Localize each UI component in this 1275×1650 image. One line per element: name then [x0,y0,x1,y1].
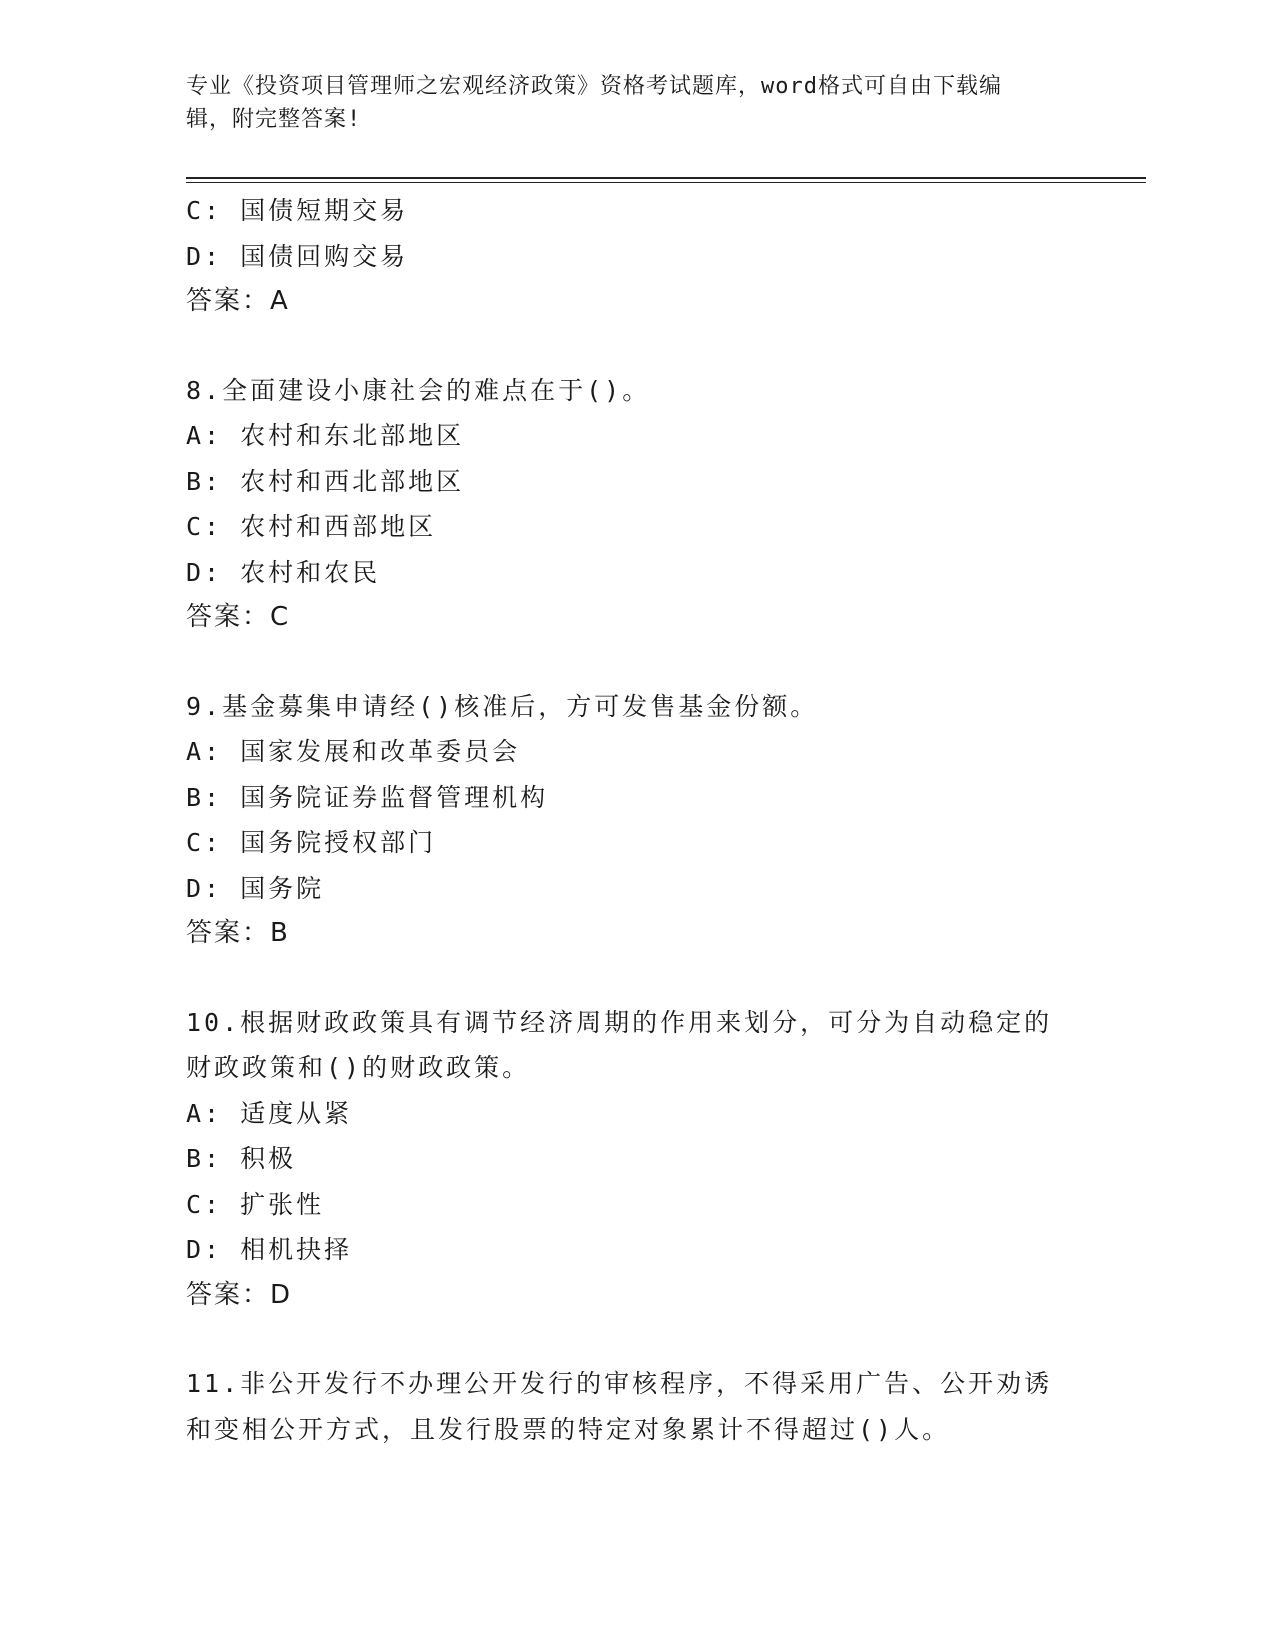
document-header [186,70,1066,136]
option-a: A: 适度从紧 [186,1098,353,1128]
answer: 答案：B [186,918,290,948]
question-block-9 [186,684,1086,957]
question-stem-line-2: 和变相公开方式，且发行股票的特定对象累计不得超过()人。 [186,1414,951,1444]
question-stem-line-2: 财政政策和()的财政政策。 [186,1053,531,1082]
header-divider-thick [186,177,1146,179]
answer: 答案：A [186,286,290,316]
question-stem: 9.基金募集申请经()核准后，方可发售基金份额。 [186,691,819,721]
question-stem-line-1: 11.非公开发行不办理公开发行的审核程序，不得采用广告、公开劝诱 [186,1369,1053,1398]
answer: 答案：D [186,1279,293,1310]
header-divider-thin [186,182,1146,183]
question-block-8 [186,368,1086,641]
option-c: C: 农村和西部地区 [186,512,437,541]
option-a: A: 国家发展和改革委员会 [186,737,521,766]
option-a: A: 农村和东北部地区 [186,421,465,450]
question-stem: 8.全面建设小康社会的难点在于()。 [186,375,651,405]
option-c: C: 扩张性 [186,1189,325,1219]
header-line-2: 辑，附完整答案! [186,107,362,132]
option-b: B: 农村和西北部地区 [186,466,465,496]
option-c: C: 国务院授权部门 [186,828,437,857]
option-d: D: 农村和农民 [186,557,381,587]
question-block-10 [186,1000,1086,1319]
option-c: C: 国债短期交易 [186,196,409,225]
answer: 答案：C [186,602,291,632]
question-block-7-continued [186,188,1086,325]
option-d: D: 国债回购交易 [186,241,409,271]
header-line-1: 专业《投资项目管理师之宏观经济政策》资格考试题库，word格式可自由下载编 [186,74,1002,99]
option-b: B: 积极 [186,1144,297,1173]
question-list [186,188,1086,1452]
option-b: B: 国务院证券监督管理机构 [186,782,549,812]
option-d: D: 国务院 [186,873,325,903]
option-d: D: 相机抉择 [186,1235,353,1264]
question-block-11 [186,1361,1086,1452]
question-stem-line-1: 10.根据财政政策具有调节经济周期的作用来划分，可分为自动稳定的 [186,1007,1053,1037]
